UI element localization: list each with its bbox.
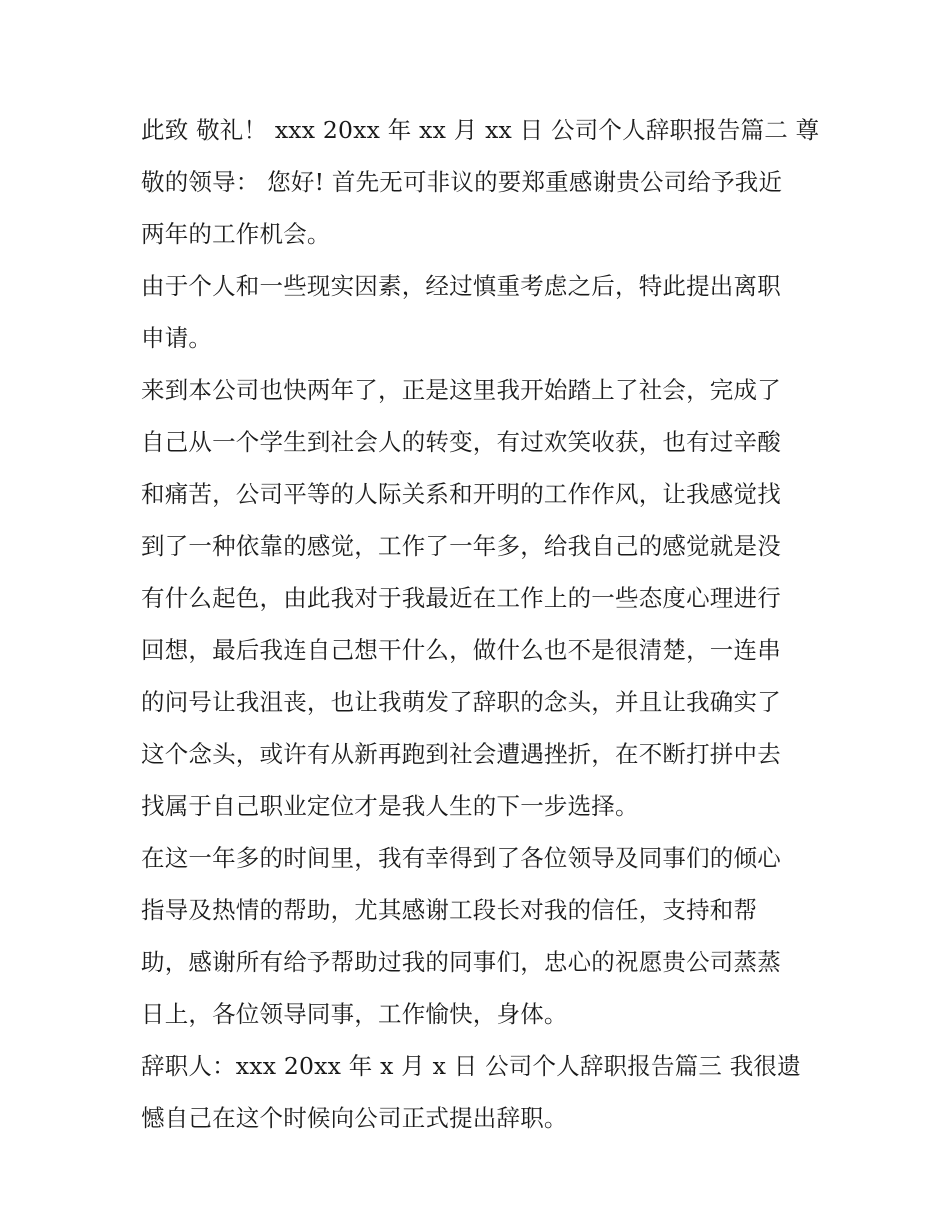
text-line: 在这一年多的时间里，我有幸得到了各位领导及同事们的倾心 (141, 844, 781, 872)
text-line: 申请。 (141, 324, 213, 352)
text-line: 回想，最后我连自己想干什么，做什么也不是很清楚，一连串 (141, 636, 781, 664)
text-line: 找属于自己职业定位才是我人生的下一步选择。 (141, 792, 639, 820)
text-line: 由于个人和一些现实因素，经过慎重考虑之后，特此提出离职 (141, 272, 781, 300)
text-line: 两年的工作机会。 (141, 220, 331, 248)
text-line: 和痛苦，公司平等的人际关系和开明的工作作风，让我感觉找 (141, 480, 781, 508)
text-line: 敬的领导： 您好! 首先无可非议的要郑重感谢贵公司给予我近 (141, 168, 783, 196)
text-line: 到了一种依靠的感觉，工作了一年多，给我自己的感觉就是没 (141, 532, 781, 560)
document-body (141, 104, 820, 1144)
text-line: 的问号让我沮丧，也让我萌发了辞职的念头，并且让我确实了 (141, 688, 781, 716)
text-line: 助，感谢所有给予帮助过我的同事们，忠心的祝愿贵公司蒸蒸 (141, 948, 781, 976)
text-line: 日上，各位领导同事，工作愉快，身体。 (141, 1000, 568, 1028)
text-line: 憾自己在这个时候向公司正式提出辞职。 (141, 1104, 568, 1132)
text-line: 有什么起色，由此我对于我最近在工作上的一些态度心理进行 (141, 584, 781, 612)
text-line: 自己从一个学生到社会人的转变，有过欢笑收获，也有过辛酸 (141, 428, 781, 456)
text-line: 辞职人：xxx 20xx 年 x 月 x 日 公司个人辞职报告篇三 我很遗 (141, 1052, 801, 1080)
text-line: 指导及热情的帮助，尤其感谢工段长对我的信任，支持和帮 (141, 896, 758, 924)
text-line: 这个念头，或许有从新再跑到社会遭遇挫折，在不断打拼中去 (141, 740, 781, 768)
text-line: 来到本公司也快两年了，正是这里我开始踏上了社会，完成了 (141, 376, 781, 404)
text-line: 此致 敬礼！ xxx 20xx 年 xx 月 xx 日 公司个人辞职报告篇二 尊 (141, 116, 820, 144)
